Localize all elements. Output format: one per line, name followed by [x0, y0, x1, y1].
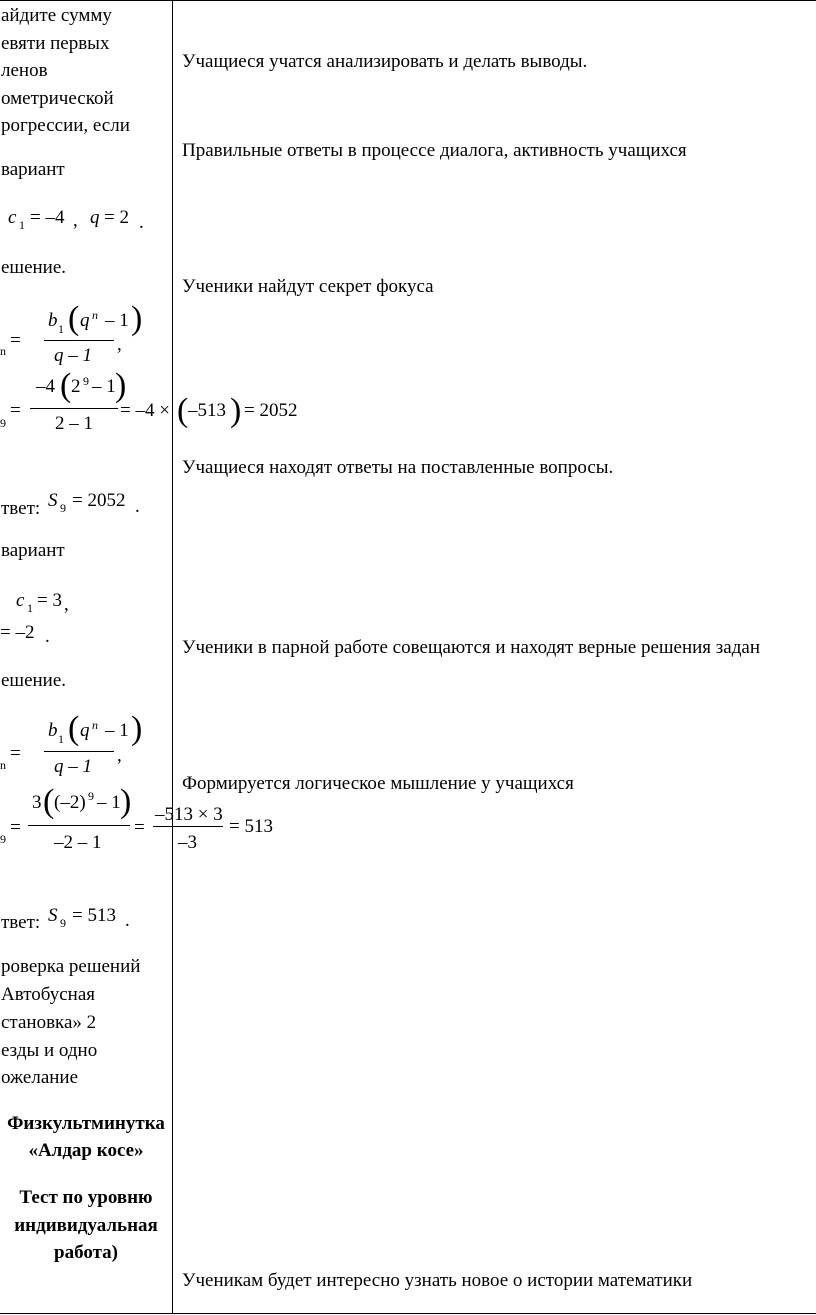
- outcome-text: Учащиеся находят ответы на поставленные вопросы.: [182, 457, 614, 478]
- solution-1-label: ешение.: [1, 257, 67, 278]
- check-line: Автобусная: [1, 984, 95, 1005]
- task-line: ометрической: [1, 88, 114, 109]
- check-line: езды и одно: [1, 1040, 98, 1061]
- table-bottom-border: [0, 1313, 816, 1314]
- task-line: айдите сумму: [1, 5, 112, 26]
- column-divider: [172, 0, 173, 1314]
- test-line: работа): [54, 1242, 118, 1263]
- variant-1-label: вариант: [1, 159, 65, 180]
- task-line: рогрессии, если: [1, 115, 130, 136]
- fizminutka-title: Физкультминутка: [7, 1113, 165, 1134]
- check-line: ожелание: [1, 1067, 79, 1088]
- outcome-text: Ученикам будет интересно узнать новое о истории математики: [182, 1270, 693, 1291]
- task-line: евяти первых: [1, 33, 110, 54]
- outcome-text: Учащиеся учатся анализировать и делать выводы.: [182, 51, 588, 72]
- outcome-text: Ученики найдут секрет фокуса: [182, 276, 434, 297]
- test-title: Тест по уровню: [19, 1187, 153, 1208]
- check-line: становка» 2: [1, 1012, 97, 1033]
- fizminutka-subtitle: «Алдар косе»: [28, 1140, 144, 1161]
- test-line: индивидуальная: [14, 1215, 158, 1236]
- outcome-text: Правильные ответы в процессе диалога, активность учащихся: [182, 140, 687, 161]
- outcome-text: Ученики в парной работе совещаются и находят верные решения задан: [182, 637, 761, 658]
- solution-2-label: ешение.: [1, 670, 67, 691]
- task-line: ленов: [1, 60, 48, 81]
- check-line: роверка решений: [1, 956, 141, 977]
- outcome-text: Формируется логическое мышление у учащихся: [182, 773, 574, 794]
- variant-2-label: вариант: [1, 540, 65, 561]
- table-top-border: [0, 0, 816, 1]
